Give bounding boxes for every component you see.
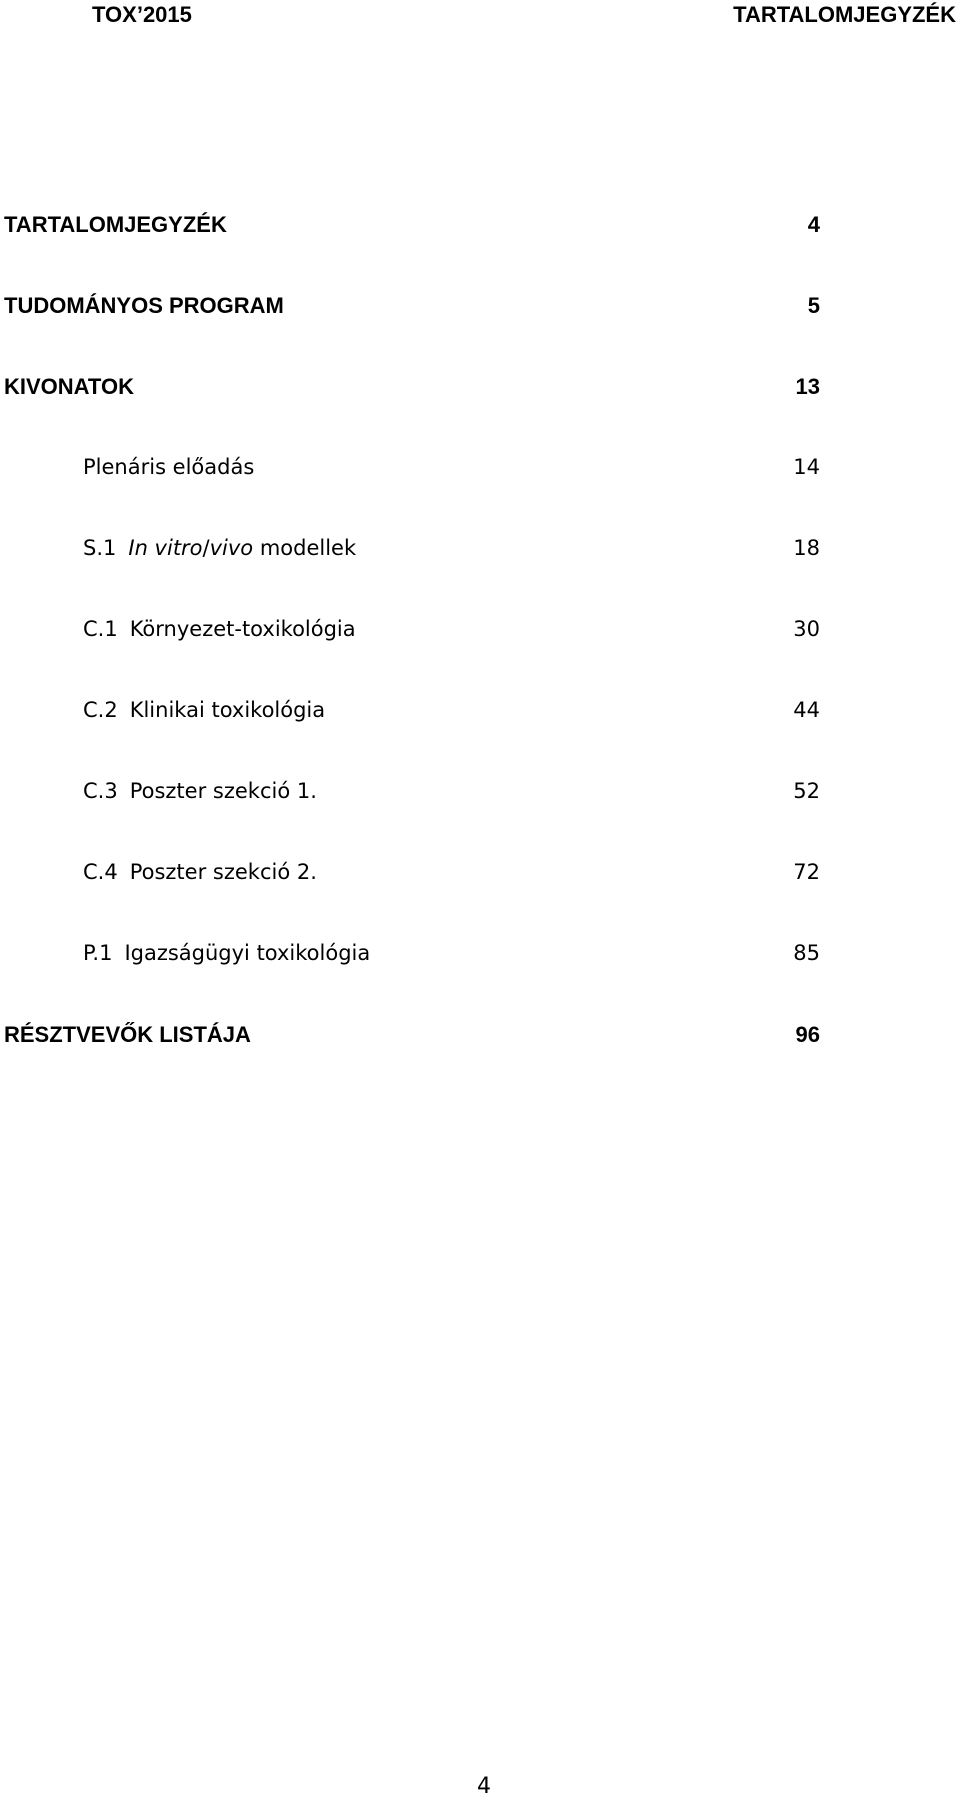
- toc-entry-page: 72: [793, 860, 820, 884]
- toc-entry-code: C.4: [83, 860, 118, 884]
- toc-entry-title-line: [83, 941, 370, 965]
- toc-entry-title-line: [83, 698, 325, 722]
- toc-entry-title: RÉSZTVEVŐK LISTÁJA: [4, 1022, 251, 1047]
- toc-entry-c1[interactable]: [0, 609, 960, 690]
- toc-entry-title: KIVONATOK: [4, 374, 134, 399]
- toc-entry-c3[interactable]: [0, 771, 960, 852]
- toc-entry-title: Klinikai toxikológia: [129, 698, 326, 722]
- toc-entry-title-line: [83, 617, 356, 641]
- toc-entry-title-italic-vivo: vivo: [209, 536, 254, 560]
- toc-entry-title: TARTALOMJEGYZÉK: [4, 212, 227, 237]
- toc-entry-title: Plenáris előadás: [83, 455, 255, 479]
- toc-entry-page: 4: [807, 212, 820, 237]
- toc-entry-kivonatok[interactable]: [0, 366, 960, 447]
- toc-entry-page: 96: [795, 1022, 820, 1047]
- page-number: 4: [477, 1774, 491, 1799]
- toc-entry-title: Környezet-toxikológia: [129, 617, 356, 641]
- toc-entry-code: S.1: [83, 536, 117, 560]
- toc-entry-title: TUDOMÁNYOS PROGRAM: [4, 293, 284, 318]
- toc-entry-title-line: [83, 860, 317, 884]
- toc-entry-code: C.1: [83, 617, 118, 641]
- toc-entry-s1[interactable]: [0, 528, 960, 609]
- page-footer: [0, 1774, 960, 1799]
- toc-entry-page: 44: [793, 698, 820, 722]
- toc-entry-c2[interactable]: [0, 690, 960, 771]
- toc-entry-page: 18: [793, 536, 820, 560]
- toc-entry-code: C.3: [83, 779, 118, 803]
- toc-entry-title: [83, 536, 356, 560]
- toc-entry-code: C.2: [83, 698, 118, 722]
- toc-entry-title: Poszter szekció 1.: [129, 779, 317, 803]
- toc-entry-page: 85: [793, 941, 820, 965]
- toc-entry-title-italic-vitro: In vitro: [128, 536, 203, 560]
- header-section-title: TARTALOMJEGYZÉK: [733, 2, 956, 27]
- toc-entry-title-line: [83, 779, 317, 803]
- toc-entry-tartalomjegyzek[interactable]: [0, 204, 960, 285]
- toc-entry-c4[interactable]: [0, 852, 960, 933]
- toc-entry-p1[interactable]: [0, 933, 960, 1014]
- toc-entry-page: 13: [795, 374, 820, 399]
- toc-entry-page: 14: [793, 455, 820, 479]
- toc-entry-page: 30: [793, 617, 820, 641]
- toc-entry-tudomanyos-program[interactable]: [0, 285, 960, 366]
- toc-entry-code: P.1: [83, 941, 113, 965]
- toc-entry-title-rest: modellek: [253, 536, 357, 560]
- toc-entry-resztvevok-listaja[interactable]: [0, 1014, 960, 1095]
- toc-entry-title: Poszter szekció 2.: [129, 860, 317, 884]
- table-of-contents: [0, 204, 960, 1095]
- toc-entry-page: 52: [793, 779, 820, 803]
- toc-entry-title: Igazságügyi toxikológia: [124, 941, 371, 965]
- toc-entry-plenaris-eloadas[interactable]: [0, 447, 960, 528]
- toc-entry-title-separator: /: [202, 536, 210, 560]
- header-conference-title: TOX’2015: [92, 2, 192, 27]
- toc-entry-page: 5: [807, 293, 820, 318]
- page-header: [0, 0, 960, 34]
